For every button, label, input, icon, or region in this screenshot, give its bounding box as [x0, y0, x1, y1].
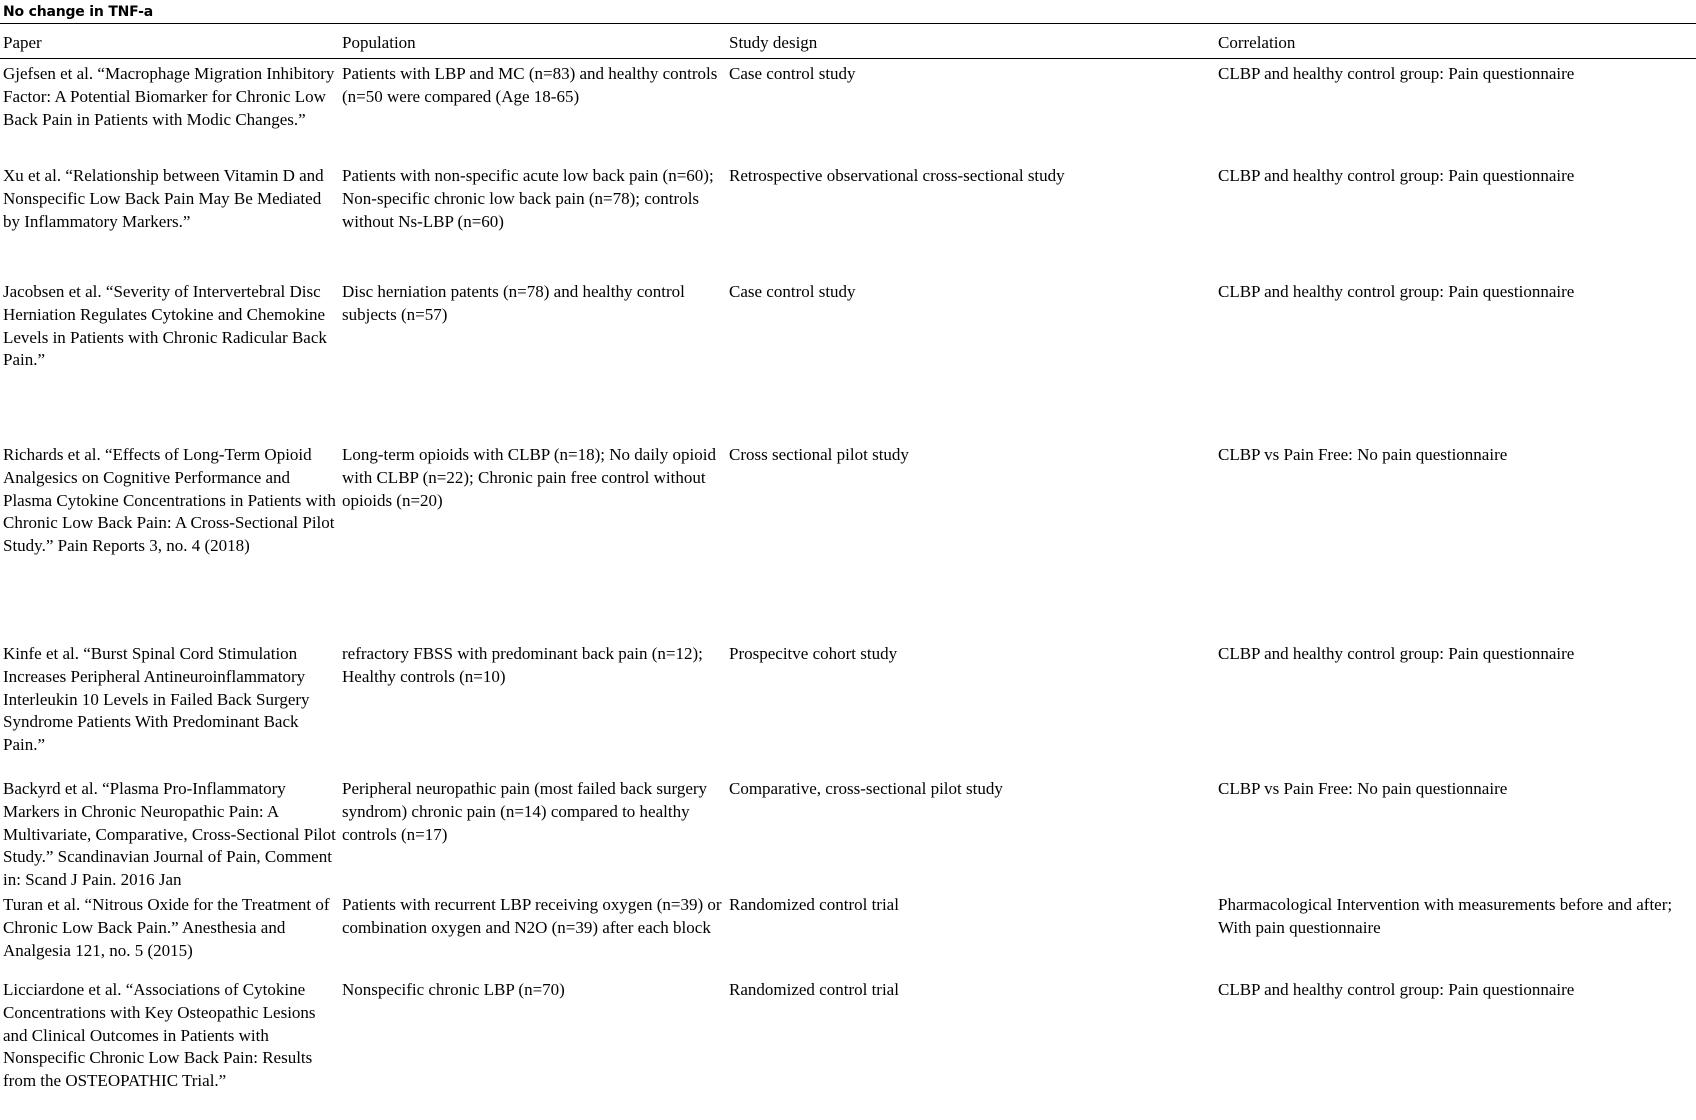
row-study-design: Retrospective observational cross-sectional study: [729, 166, 1065, 185]
row-paper: Kinfe et al. “Burst Spinal Cord Stimulation Increases Peripheral Antineuroinflammatory Interleukin 10 Levels in Failed Back Surgery Syndrome Patients With Predominant Back Pain.”: [3, 644, 310, 755]
header-rule: [0, 58, 1696, 59]
row-study-design: Randomized control trial: [729, 980, 899, 999]
row-paper: Gjefsen et al. “Macrophage Migration Inhibitory Factor: A Potential Biomarker for Chronic Low Back Pain in Patients with Modic Changes.”: [3, 64, 335, 129]
row-paper: Jacobsen et al. “Severity of Intervertebral Disc Herniation Regulates Cytokine and Chemokine Levels in Patients with Chronic Radicular Back Pain.”: [3, 282, 327, 370]
row-study-design: Case control study: [729, 282, 856, 301]
row-paper: Richards et al. “Effects of Long-Term Opioid Analgesics on Cognitive Performance and Plasma Cytokine Concentrations in Patients with Chronic Low Back Pain: A Cross-Sectional Pilot Study.” Pain Reports 3, no. 4 (2018): [3, 445, 336, 556]
row-population: Long-term opioids with CLBP (n=18); No daily opioid with CLBP (n=22); Chronic pain free control without opioids (n=20): [342, 445, 716, 510]
row-paper: Backyrd et al. “Plasma Pro-Inflammatory Markers in Chronic Neuropathic Pain: A Multivariate, Comparative, Cross-Sectional Pilot Study.” Scandinavian Journal of Pain, Comment in: Scand J Pain. 2016 Jan: [3, 779, 336, 890]
table-title: No change in TNF-a: [3, 4, 153, 20]
row-population: refractory FBSS with predominant back pain (n=12); Healthy controls (n=10): [342, 644, 703, 686]
row-study-design: Cross sectional pilot study: [729, 445, 909, 464]
top-rule: [0, 23, 1696, 24]
row-correlation: Pharmacological Intervention with measurements before and after; With pain questionnaire: [1218, 895, 1673, 937]
row-paper: Licciardone et al. “Associations of Cytokine Concentrations with Key Osteopathic Lesions and Clinical Outcomes in Patients with Nonspecific Chronic Low Back Pain: Results from the OSTEOPATHIC Trial.”: [3, 980, 316, 1091]
header-study-design: Study design: [729, 33, 818, 52]
row-study-design: Case control study: [729, 64, 856, 83]
row-study-design: Prospecitve cohort study: [729, 644, 898, 663]
header-correlation: Correlation: [1218, 33, 1296, 52]
row-paper: Xu et al. “Relationship between Vitamin D and Nonspecific Low Back Pain May Be Mediated by Inflammatory Markers.”: [3, 166, 324, 231]
table-header: [0, 33, 1696, 55]
row-study-design: Comparative, cross-sectional pilot study: [729, 779, 1003, 798]
row-paper: Turan et al. “Nitrous Oxide for the Treatment of Chronic Low Back Pain.” Anesthesia and Analgesia 121, no. 5 (2015): [3, 895, 330, 960]
row-correlation: CLBP and healthy control group: Pain questionnaire: [1218, 166, 1575, 185]
row-correlation: CLBP and healthy control group: Pain questionnaire: [1218, 644, 1575, 663]
row-correlation: CLBP vs Pain Free: No pain questionnaire: [1218, 779, 1508, 798]
header-paper: Paper: [3, 33, 42, 52]
row-correlation: CLBP and healthy control group: Pain questionnaire: [1218, 282, 1575, 301]
row-population: Peripheral neuropathic pain (most failed back surgery syndrom) chronic pain (n=14) compared to healthy controls (n=17): [342, 779, 708, 844]
row-population: Patients with non-specific acute low back pain (n=60); Non-specific chronic low back pain (n=78); controls without Ns-LBP (n=60): [342, 166, 714, 231]
row-correlation: CLBP and healthy control group: Pain questionnaire: [1218, 64, 1575, 83]
row-population: Disc herniation patents (n=78) and healthy control subjects (n=57): [342, 282, 685, 324]
row-study-design: Randomized control trial: [729, 895, 899, 914]
row-correlation: CLBP and healthy control group: Pain questionnaire: [1218, 980, 1575, 999]
row-population: Patients with recurrent LBP receiving oxygen (n=39) or combination oxygen and N2O (n=39) after each block: [342, 895, 722, 937]
header-population: Population: [342, 33, 416, 52]
row-correlation: CLBP vs Pain Free: No pain questionnaire: [1218, 445, 1508, 464]
row-population: Patients with LBP and MC (n=83) and healthy controls (n=50 were compared (Age 18-65): [342, 64, 718, 106]
row-population: Nonspecific chronic LBP (n=70): [342, 980, 565, 999]
